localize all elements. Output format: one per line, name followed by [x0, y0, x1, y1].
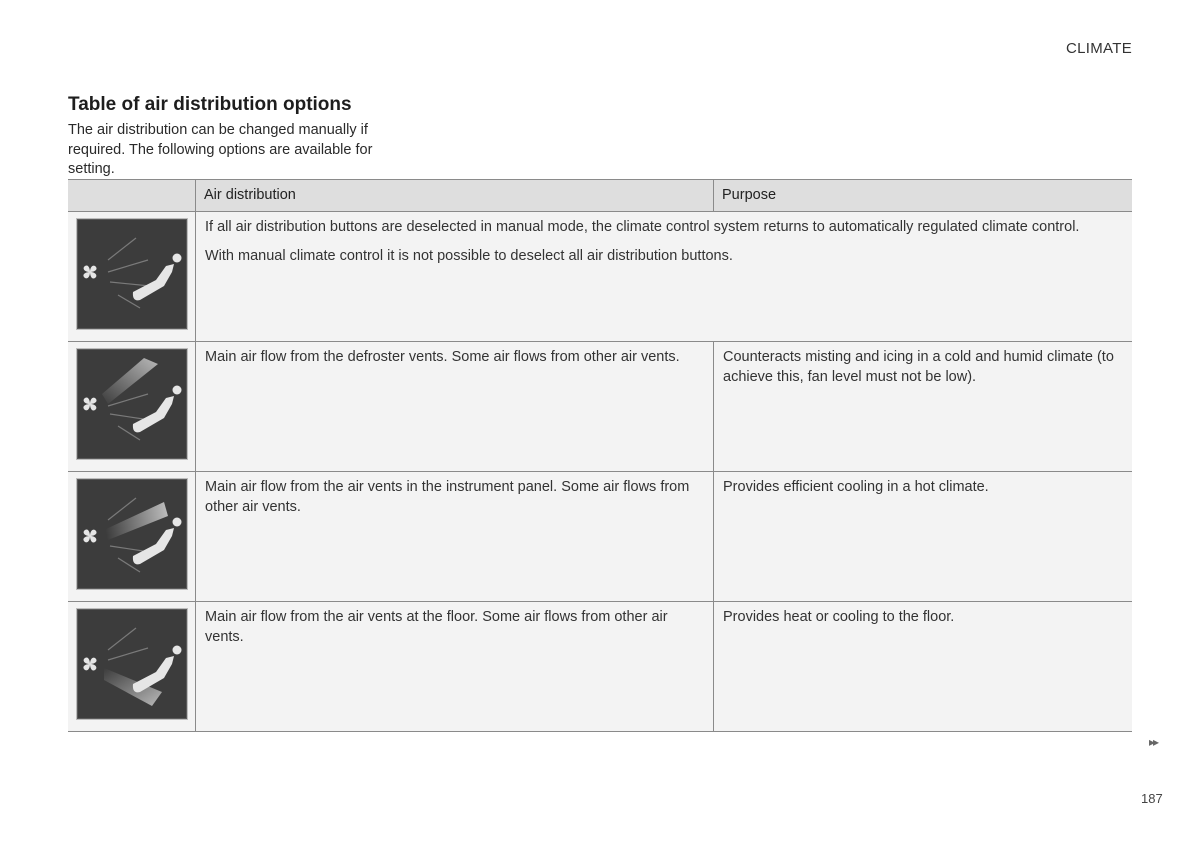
row-description: With manual climate control it is not possible to deselect all air distribution buttons. — [205, 247, 733, 264]
purpose-cell: Provides efficient cooling in a hot climate. — [723, 479, 989, 495]
table-row — [68, 472, 1132, 602]
purpose-cell: Provides heat or cooling to the floor. — [723, 609, 955, 625]
air-distribution-defroster-icon — [77, 349, 187, 459]
page-number: 187 — [1141, 791, 1163, 806]
table-row — [68, 342, 1132, 472]
table-row — [68, 602, 1132, 732]
air-distribution-all-off-icon — [77, 219, 187, 329]
table-header — [68, 180, 1132, 212]
column-header-purpose: Purpose — [722, 187, 777, 203]
page-title: Table of air distribution options — [68, 94, 352, 115]
table-row — [68, 212, 1132, 342]
air-distribution-cell: Main air flow from the defroster vents. Some air flows from other air vents. — [196, 342, 714, 471]
section-header: CLIMATE — [1066, 40, 1132, 57]
row-description: If all air distribution buttons are deselected in manual mode, the climate control system returns to automatically regulated climate control. — [205, 219, 1080, 235]
column-header-air-distribution: Air distribution — [196, 180, 714, 211]
continue-arrow-icon: ▸▸ — [1149, 735, 1158, 749]
purpose-cell: Counteracts misting and icing in a cold and humid climate (to achieve this, fan level must not be low). — [723, 349, 1114, 385]
air-distribution-table — [68, 179, 1132, 732]
air-distribution-panel-vents-icon — [77, 479, 187, 589]
air-distribution-floor-icon — [77, 609, 187, 719]
air-distribution-cell: Main air flow from the air vents in the instrument panel. Some air flows from other air vents. — [196, 472, 714, 601]
air-distribution-cell: Main air flow from the air vents at the floor. Some air flows from other air vents. — [196, 602, 714, 731]
intro-text: The air distribution can be changed manually if required. The following options are available for setting. — [68, 122, 373, 177]
column-header-icon — [68, 180, 196, 211]
